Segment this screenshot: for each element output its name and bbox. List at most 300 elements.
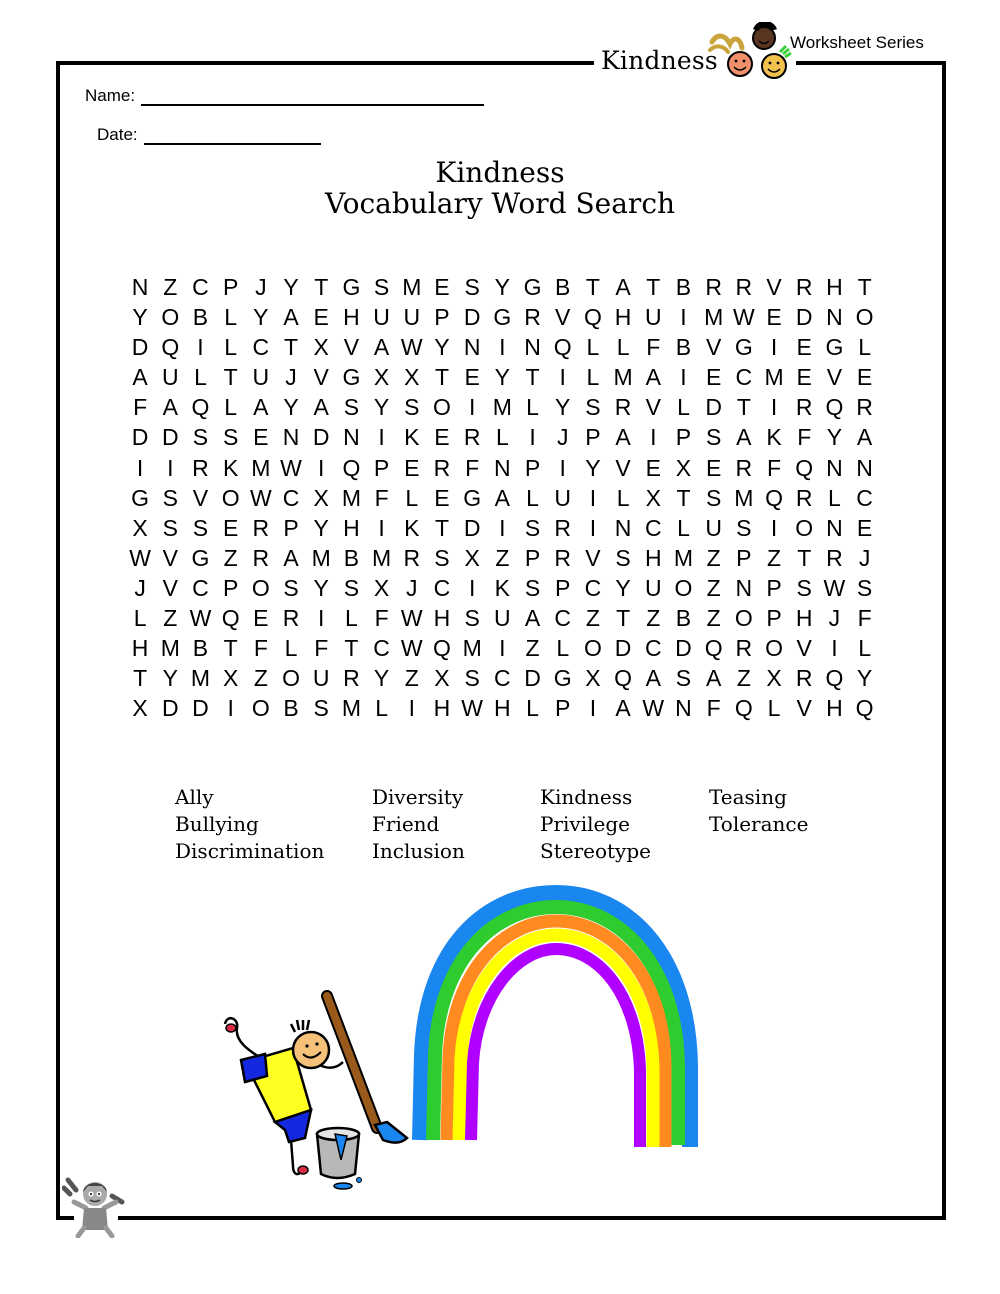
grid-letter[interactable]: S xyxy=(192,514,209,541)
grid-letter[interactable]: Z xyxy=(767,544,782,571)
grid-letter[interactable]: D xyxy=(161,424,179,451)
grid-letter[interactable]: U xyxy=(644,304,662,331)
grid-letter[interactable]: N xyxy=(735,574,753,601)
grid-letter[interactable]: Q xyxy=(191,394,210,421)
grid-letter[interactable]: K xyxy=(222,454,239,481)
grid-letter[interactable]: N xyxy=(494,454,511,481)
grid-letter[interactable]: E xyxy=(222,514,239,541)
grid-letter[interactable]: Y xyxy=(283,274,299,300)
grid-letter[interactable]: E xyxy=(796,364,812,391)
grid-letter[interactable]: E xyxy=(313,304,329,331)
grid-letter[interactable]: P xyxy=(434,304,450,331)
grid-letter[interactable]: L xyxy=(224,304,238,331)
grid-letter[interactable]: I xyxy=(167,454,174,481)
grid-letter[interactable]: E xyxy=(856,364,873,391)
grid-letter[interactable]: Z xyxy=(525,635,540,662)
date-field[interactable] xyxy=(97,125,321,145)
grid-letter[interactable]: V xyxy=(162,574,178,601)
grid-letter[interactable]: E xyxy=(796,334,812,361)
grid-letter[interactable]: J xyxy=(406,574,418,601)
grid-letter[interactable]: A xyxy=(856,424,873,451)
grid-letter[interactable]: C xyxy=(554,605,572,632)
grid-letter[interactable]: V xyxy=(826,364,843,391)
grid-letter[interactable]: L xyxy=(858,334,871,361)
grid-letter[interactable]: N xyxy=(826,304,843,331)
grid-letter[interactable]: O xyxy=(251,574,270,601)
grid-letter[interactable]: X xyxy=(313,484,329,511)
grid-letter[interactable]: L xyxy=(526,394,539,421)
grid-letter[interactable]: B xyxy=(675,274,692,300)
grid-letter[interactable]: A xyxy=(313,394,329,421)
grid-letter[interactable]: R xyxy=(826,544,843,571)
grid-letter[interactable]: K xyxy=(404,424,420,451)
grid-letter[interactable]: N xyxy=(343,424,360,451)
grid-letter[interactable]: W xyxy=(400,605,423,632)
grid-letter[interactable]: J xyxy=(858,544,871,571)
grid-letter[interactable]: Y xyxy=(555,394,571,421)
grid-letter[interactable]: D xyxy=(675,635,692,662)
grid-letter[interactable]: J xyxy=(134,574,146,601)
grid-letter[interactable]: G xyxy=(553,665,572,692)
grid-letter[interactable]: K xyxy=(766,424,782,451)
grid-letter[interactable]: K xyxy=(494,574,511,601)
grid-letter[interactable]: S xyxy=(524,514,541,541)
grid-letter[interactable]: I xyxy=(499,635,506,662)
grid-letter[interactable]: S xyxy=(192,424,209,451)
grid-letter[interactable]: T xyxy=(434,364,449,391)
grid-letter[interactable]: F xyxy=(797,424,812,451)
grid-letter[interactable]: A xyxy=(645,665,661,692)
grid-letter[interactable]: I xyxy=(136,454,144,481)
grid-letter[interactable]: X xyxy=(675,454,692,481)
grid-letter[interactable]: X xyxy=(132,695,148,722)
grid-letter[interactable]: W xyxy=(823,574,846,601)
grid-letter[interactable]: I xyxy=(197,334,204,361)
grid-letter[interactable]: C xyxy=(735,364,753,391)
grid-letter[interactable]: O xyxy=(674,574,693,601)
grid-letter[interactable]: V xyxy=(162,544,178,571)
grid-letter[interactable]: L xyxy=(677,394,690,421)
grid-letter[interactable]: Z xyxy=(404,665,419,692)
grid-letter[interactable]: L xyxy=(828,484,841,511)
grid-letter[interactable]: Z xyxy=(646,605,661,632)
grid-letter[interactable]: M xyxy=(492,394,512,421)
grid-letter[interactable]: I xyxy=(680,304,687,331)
grid-letter[interactable]: S xyxy=(162,514,178,541)
grid-letter[interactable]: S xyxy=(796,574,812,601)
grid-letter[interactable]: L xyxy=(677,514,690,541)
grid-letter[interactable]: Q xyxy=(583,304,602,331)
grid-letter[interactable]: A xyxy=(253,394,269,421)
grid-letter[interactable]: L xyxy=(194,364,207,391)
grid-letter[interactable]: M xyxy=(764,364,784,391)
grid-letter[interactable]: U xyxy=(554,484,572,511)
grid-letter[interactable]: R xyxy=(554,514,572,541)
grid-letter[interactable]: R xyxy=(795,484,813,511)
grid-letter[interactable]: Q xyxy=(342,454,361,481)
grid-letter[interactable]: W xyxy=(129,544,151,571)
grid-letter[interactable]: E xyxy=(434,274,450,300)
grid-letter[interactable]: Q xyxy=(855,695,874,722)
grid-letter[interactable]: Z xyxy=(495,544,510,571)
grid-letter[interactable]: G xyxy=(342,274,361,300)
grid-letter[interactable]: E xyxy=(253,605,269,632)
grid-letter[interactable]: W xyxy=(189,605,212,632)
grid-letter[interactable]: A xyxy=(494,484,511,511)
grid-letter[interactable]: S xyxy=(705,484,722,511)
grid-letter[interactable]: Y xyxy=(162,665,178,692)
grid-letter[interactable]: Q xyxy=(221,605,240,632)
grid-letter[interactable]: N xyxy=(856,454,873,481)
grid-letter[interactable]: O xyxy=(734,605,753,632)
grid-letter[interactable]: I xyxy=(499,334,506,361)
grid-letter[interactable]: L xyxy=(224,394,238,421)
grid-letter[interactable]: B xyxy=(192,635,209,662)
grid-letter[interactable]: F xyxy=(374,484,389,511)
grid-letter[interactable]: A xyxy=(615,424,631,451)
grid-letter[interactable]: E xyxy=(434,484,450,511)
grid-letter[interactable]: M xyxy=(251,454,271,481)
grid-letter[interactable]: P xyxy=(222,574,239,601)
grid-letter[interactable]: M xyxy=(734,484,754,511)
grid-letter[interactable]: X xyxy=(645,484,661,511)
grid-letter[interactable]: M xyxy=(341,695,361,722)
grid-letter[interactable]: Q xyxy=(825,394,844,421)
grid-letter[interactable]: K xyxy=(404,514,420,541)
grid-letter[interactable]: Y xyxy=(494,274,511,300)
grid-letter[interactable]: I xyxy=(770,514,778,541)
grid-letter[interactable]: L xyxy=(375,695,388,722)
grid-letter[interactable]: X xyxy=(464,544,480,571)
grid-letter[interactable]: Z xyxy=(223,544,238,571)
grid-letter[interactable]: O xyxy=(855,304,874,331)
grid-letter[interactable]: Q xyxy=(614,665,633,692)
grid-letter[interactable]: A xyxy=(524,605,541,632)
grid-letter[interactable]: S xyxy=(222,424,239,451)
grid-letter[interactable]: M xyxy=(372,544,392,571)
grid-letter[interactable]: S xyxy=(856,574,873,601)
grid-letter[interactable]: V xyxy=(585,544,601,571)
grid-letter[interactable]: R xyxy=(252,514,270,541)
grid-letter[interactable]: O xyxy=(795,514,814,541)
grid-letter[interactable]: I xyxy=(318,605,325,632)
grid-letter[interactable]: M xyxy=(613,364,633,391)
grid-letter[interactable]: S xyxy=(464,665,480,692)
grid-letter[interactable]: S xyxy=(434,544,450,571)
grid-letter[interactable]: I xyxy=(408,695,415,722)
grid-letter[interactable]: O xyxy=(433,394,451,421)
grid-letter[interactable]: S xyxy=(343,574,360,601)
grid-letter[interactable]: J xyxy=(556,424,569,451)
grid-letter[interactable]: Y xyxy=(585,454,601,481)
grid-letter[interactable]: W xyxy=(249,484,272,511)
grid-letter[interactable]: R xyxy=(856,394,873,421)
grid-letter[interactable]: E xyxy=(766,304,782,331)
grid-letter[interactable]: T xyxy=(676,484,691,511)
grid-letter[interactable]: T xyxy=(736,394,751,421)
grid-letter[interactable]: P xyxy=(736,544,752,571)
grid-letter[interactable]: G xyxy=(131,484,150,511)
grid-letter[interactable]: V xyxy=(555,304,571,331)
grid-letter[interactable]: R xyxy=(524,304,541,331)
grid-letter[interactable]: U xyxy=(644,574,662,601)
grid-letter[interactable]: L xyxy=(556,635,570,662)
grid-letter[interactable]: G xyxy=(342,364,361,391)
grid-letter[interactable]: T xyxy=(223,635,238,662)
grid-letter[interactable]: Z xyxy=(736,665,751,692)
grid-letter[interactable]: D xyxy=(463,304,481,331)
grid-letter[interactable]: O xyxy=(221,484,240,511)
grid-letter[interactable]: I xyxy=(529,424,536,451)
grid-letter[interactable]: W xyxy=(642,695,665,722)
grid-letter[interactable]: U xyxy=(373,304,390,331)
grid-letter[interactable]: B xyxy=(675,605,692,632)
grid-letter[interactable]: Q xyxy=(825,665,844,692)
grid-letter[interactable]: L xyxy=(858,635,871,662)
grid-letter[interactable]: X xyxy=(766,665,782,692)
grid-letter[interactable]: V xyxy=(645,394,661,421)
grid-letter[interactable]: C xyxy=(192,274,209,300)
grid-letter[interactable]: J xyxy=(285,364,297,391)
grid-letter[interactable]: V xyxy=(796,695,812,722)
grid-letter[interactable]: T xyxy=(585,274,600,300)
date-line[interactable] xyxy=(144,125,321,145)
grid-letter[interactable]: N xyxy=(826,454,843,481)
grid-letter[interactable]: Y xyxy=(253,304,269,331)
grid-letter[interactable]: H xyxy=(433,605,451,632)
grid-letter[interactable]: H xyxy=(131,635,149,662)
grid-letter[interactable]: S xyxy=(373,274,390,300)
grid-letter[interactable]: F xyxy=(374,605,389,632)
grid-letter[interactable]: Z xyxy=(163,605,178,632)
grid-letter[interactable]: I xyxy=(318,454,325,481)
grid-letter[interactable]: G xyxy=(191,544,210,571)
grid-letter[interactable]: X xyxy=(404,364,420,391)
grid-letter[interactable]: I xyxy=(589,514,597,541)
grid-letter[interactable]: F xyxy=(706,695,721,722)
grid-letter[interactable]: L xyxy=(767,695,781,722)
grid-letter[interactable]: H xyxy=(826,274,843,300)
grid-letter[interactable]: D xyxy=(312,424,330,451)
grid-letter[interactable]: I xyxy=(468,574,476,601)
grid-letter[interactable]: T xyxy=(857,274,872,300)
grid-letter[interactable]: M xyxy=(311,544,331,571)
grid-letter[interactable]: E xyxy=(645,454,661,481)
grid-letter[interactable]: M xyxy=(160,635,180,662)
grid-letter[interactable]: S xyxy=(162,484,178,511)
grid-letter[interactable]: P xyxy=(524,454,541,481)
grid-letter[interactable]: L xyxy=(345,605,358,632)
grid-letter[interactable]: E xyxy=(434,424,450,451)
grid-letter[interactable]: P xyxy=(222,274,239,300)
grid-letter[interactable]: C xyxy=(856,484,873,511)
grid-letter[interactable]: E xyxy=(705,364,722,391)
grid-letter[interactable]: D xyxy=(524,665,541,692)
grid-letter[interactable]: Q xyxy=(704,635,723,662)
grid-letter[interactable]: P xyxy=(283,514,299,541)
grid-letter[interactable]: Y xyxy=(856,665,873,692)
grid-letter[interactable]: Z xyxy=(253,665,268,692)
grid-letter[interactable]: P xyxy=(555,695,571,722)
grid-letter[interactable]: I xyxy=(589,695,597,722)
grid-letter[interactable]: D xyxy=(131,424,149,451)
grid-letter[interactable]: P xyxy=(555,574,571,601)
grid-letter[interactable]: U xyxy=(705,514,722,541)
grid-letter[interactable]: E xyxy=(253,424,269,451)
grid-letter[interactable]: S xyxy=(313,695,329,722)
grid-letter[interactable]: D xyxy=(614,635,632,662)
grid-letter[interactable]: Y xyxy=(373,665,390,692)
grid-letter[interactable]: W xyxy=(400,635,423,662)
grid-letter[interactable]: R xyxy=(252,544,270,571)
grid-letter[interactable]: Q xyxy=(161,334,180,361)
grid-letter[interactable]: S xyxy=(675,665,692,692)
grid-letter[interactable]: I xyxy=(559,364,566,391)
grid-letter[interactable]: R xyxy=(282,605,300,632)
grid-letter[interactable]: J xyxy=(255,274,267,300)
grid-letter[interactable]: H xyxy=(826,695,843,722)
grid-letter[interactable]: D xyxy=(161,695,179,722)
grid-letter[interactable]: Q xyxy=(765,484,783,511)
grid-letter[interactable]: T xyxy=(314,274,329,300)
grid-letter[interactable]: L xyxy=(526,484,539,511)
grid-letter[interactable]: M xyxy=(402,274,422,300)
grid-letter[interactable]: P xyxy=(675,424,692,451)
grid-letter[interactable]: N xyxy=(826,514,843,541)
grid-letter[interactable]: C xyxy=(644,514,662,541)
name-field[interactable] xyxy=(85,86,484,106)
grid-letter[interactable]: N xyxy=(282,424,300,451)
grid-letter[interactable]: H xyxy=(433,695,451,722)
grid-letter[interactable]: U xyxy=(161,364,179,391)
grid-letter[interactable]: H xyxy=(795,605,813,632)
grid-letter[interactable]: I xyxy=(680,364,687,391)
grid-letter[interactable]: T xyxy=(525,364,540,391)
grid-letter[interactable]: X xyxy=(313,334,329,361)
grid-letter[interactable]: B xyxy=(192,304,209,331)
grid-letter[interactable]: S xyxy=(585,394,601,421)
grid-letter[interactable]: N xyxy=(675,695,692,722)
grid-letter[interactable]: W xyxy=(400,334,423,361)
grid-letter[interactable]: S xyxy=(404,394,420,421)
grid-letter[interactable]: I xyxy=(499,514,506,541)
grid-letter[interactable]: U xyxy=(252,364,270,391)
grid-letter[interactable]: Q xyxy=(795,454,814,481)
grid-letter[interactable]: T xyxy=(616,605,631,632)
grid-letter[interactable]: L xyxy=(586,364,600,391)
grid-letter[interactable]: I xyxy=(589,484,597,511)
grid-letter[interactable]: O xyxy=(765,635,783,662)
grid-letter[interactable]: L xyxy=(284,635,298,662)
grid-letter[interactable]: D xyxy=(131,334,149,361)
grid-letter[interactable]: H xyxy=(614,304,632,331)
grid-letter[interactable]: C xyxy=(644,635,662,662)
grid-letter[interactable]: R xyxy=(463,424,481,451)
grid-letter[interactable]: T xyxy=(434,514,449,541)
grid-letter[interactable]: A xyxy=(705,665,722,692)
grid-letter[interactable]: B xyxy=(343,544,360,571)
grid-letter[interactable]: L xyxy=(586,334,600,361)
grid-letter[interactable]: U xyxy=(403,304,421,331)
grid-letter[interactable]: Z xyxy=(585,605,600,632)
grid-letter[interactable]: N xyxy=(614,514,632,541)
grid-letter[interactable]: I xyxy=(227,695,234,722)
grid-letter[interactable]: V xyxy=(705,334,722,361)
grid-letter[interactable]: R xyxy=(343,665,360,692)
grid-letter[interactable]: G xyxy=(463,484,482,511)
grid-letter[interactable]: O xyxy=(583,635,602,662)
grid-letter[interactable]: E xyxy=(404,454,420,481)
grid-letter[interactable]: Y xyxy=(132,304,148,331)
grid-letter[interactable]: C xyxy=(433,574,451,601)
grid-letter[interactable]: A xyxy=(645,364,661,391)
grid-letter[interactable]: P xyxy=(766,574,782,601)
grid-letter[interactable]: S xyxy=(524,574,541,601)
grid-letter[interactable]: C xyxy=(282,484,300,511)
grid-letter[interactable]: R xyxy=(403,544,421,571)
grid-letter[interactable]: R xyxy=(433,454,451,481)
grid-letter[interactable]: X xyxy=(222,665,239,692)
grid-letter[interactable]: L xyxy=(133,605,147,632)
grid-letter[interactable]: Z xyxy=(706,544,721,571)
grid-letter[interactable]: X xyxy=(132,514,148,541)
grid-letter[interactable]: C xyxy=(192,574,209,601)
grid-letter[interactable]: H xyxy=(343,304,360,331)
grid-letter[interactable]: L xyxy=(616,484,630,511)
grid-letter[interactable]: X xyxy=(434,665,450,692)
grid-letter[interactable]: Y xyxy=(826,424,843,451)
grid-letter[interactable]: W xyxy=(732,304,755,331)
grid-letter[interactable]: S xyxy=(705,424,722,451)
grid-letter[interactable]: T xyxy=(133,665,148,692)
grid-letter[interactable]: Q xyxy=(433,635,451,662)
grid-letter[interactable]: S xyxy=(464,274,480,300)
grid-letter[interactable]: M xyxy=(341,484,361,511)
grid-letter[interactable]: N xyxy=(463,334,481,361)
grid-letter[interactable]: B xyxy=(675,334,692,361)
grid-letter[interactable]: L xyxy=(405,484,419,511)
grid-letter[interactable]: R xyxy=(795,274,813,300)
grid-letter[interactable]: N xyxy=(131,274,149,300)
grid-letter[interactable]: D xyxy=(463,514,481,541)
grid-letter[interactable]: R xyxy=(735,635,753,662)
grid-letter[interactable]: D xyxy=(192,695,209,722)
grid-letter[interactable]: S xyxy=(343,394,360,421)
grid-letter[interactable]: Z xyxy=(706,574,721,601)
grid-letter[interactable]: H xyxy=(644,544,662,571)
grid-letter[interactable]: P xyxy=(766,605,782,632)
grid-letter[interactable]: I xyxy=(378,424,385,451)
grid-letter[interactable]: A xyxy=(283,304,299,331)
grid-letter[interactable]: V xyxy=(192,484,209,511)
grid-letter[interactable]: I xyxy=(650,424,657,451)
grid-letter[interactable]: Y xyxy=(494,364,511,391)
grid-letter[interactable]: I xyxy=(378,514,385,541)
grid-letter[interactable]: R xyxy=(795,665,813,692)
grid-letter[interactable]: I xyxy=(559,454,566,481)
grid-letter[interactable]: Y xyxy=(313,574,329,601)
grid-letter[interactable]: R xyxy=(614,394,632,421)
grid-letter[interactable]: C xyxy=(252,334,270,361)
grid-letter[interactable]: E xyxy=(705,454,722,481)
grid-letter[interactable]: V xyxy=(766,274,782,300)
grid-letter[interactable]: U xyxy=(312,665,330,692)
grid-letter[interactable]: F xyxy=(133,394,148,421)
grid-letter[interactable]: T xyxy=(284,334,299,361)
grid-letter[interactable]: G xyxy=(825,334,844,361)
grid-letter[interactable]: Q xyxy=(553,334,572,361)
grid-letter[interactable]: R xyxy=(735,274,753,300)
